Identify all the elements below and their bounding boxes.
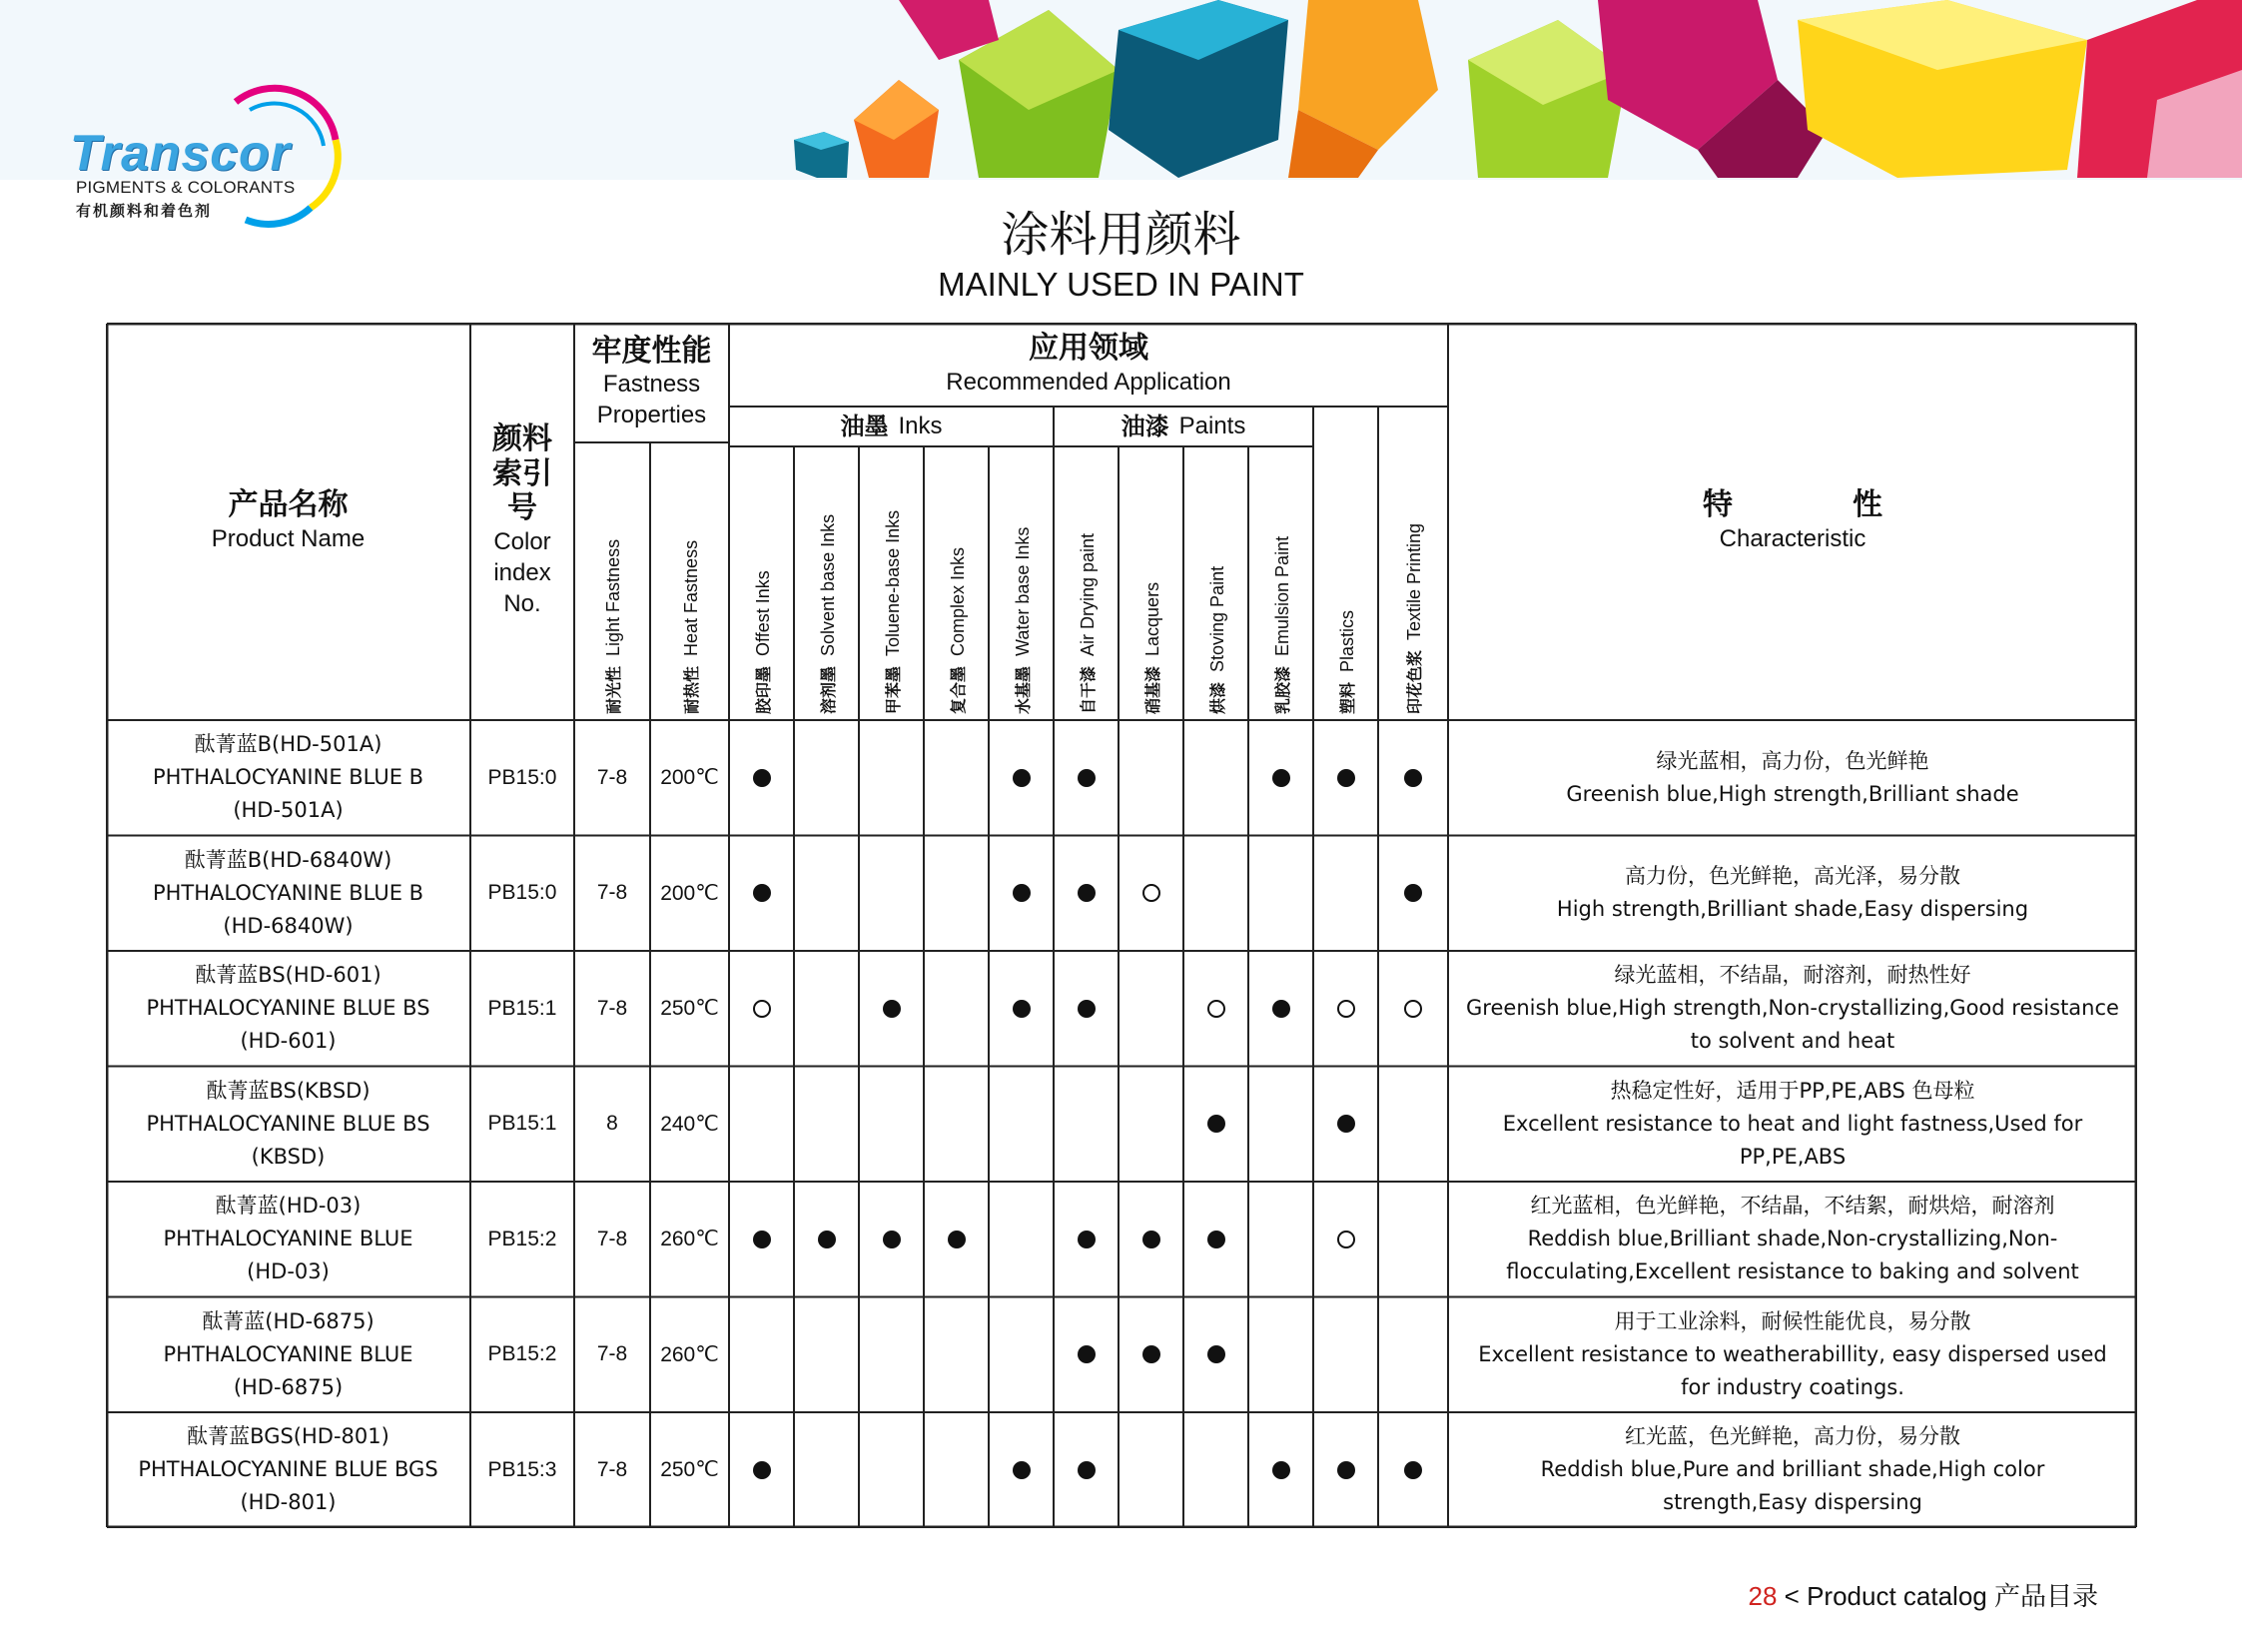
color-index-value: PB15:1 [487, 996, 557, 1020]
heat-fastness-value: 260℃ [660, 1342, 719, 1366]
heat-fastness-cell [650, 951, 729, 1067]
product-code: (HD-6840W) [223, 913, 354, 938]
suitable-dot-icon [1078, 1231, 1096, 1248]
characteristic-en: PP,PE,ABS [1739, 1144, 1847, 1169]
header-characteristic-cn: 特 性 [1703, 487, 1882, 523]
column-header-water-cn: 水基墨 [1013, 665, 1033, 714]
product-code: (HD-601) [240, 1029, 337, 1054]
heat-fastness-value: 240℃ [660, 1112, 719, 1136]
column-header-toluene [881, 510, 904, 714]
page-title-en: MAINLY USED IN PAINT [938, 266, 1304, 303]
light-fastness-cell [574, 720, 650, 836]
suitable-dot-icon [948, 1231, 966, 1248]
suitable-dot-icon [1078, 1345, 1096, 1363]
suitable-dot-icon [1207, 1345, 1225, 1363]
product-code: (HD-6875) [233, 1374, 344, 1399]
partly-suitable-circle-icon [1404, 1000, 1422, 1018]
product-code: (KBSD) [251, 1144, 326, 1169]
product-name-cn: 酞菁蓝(HD-6875) [202, 1308, 374, 1333]
characteristic-en: flocculating,Excellent resistance to baking and solvent [1506, 1259, 2079, 1284]
light-fastness-value: 7-8 [596, 1342, 628, 1366]
product-name-en: PHTHALOCYANINE BLUE [163, 1341, 413, 1366]
product-name-cn: 酞菁蓝B(HD-6840W) [184, 847, 392, 872]
header-product-name-cn: 产品名称 [228, 487, 349, 523]
header-color-index-en-1: Color [493, 527, 551, 555]
characteristic-cell [1448, 1297, 2137, 1413]
suitable-dot-icon [1078, 1461, 1096, 1479]
light-fastness-value: 8 [606, 1112, 618, 1136]
characteristic-en: High strength,Brilliant shade,Easy dispersing [1556, 897, 2029, 922]
column-header-light-cn: 耐光性 [604, 665, 623, 714]
product-name-cn: 酞菁蓝(HD-03) [215, 1194, 362, 1219]
suitable-dot-icon [1078, 1000, 1096, 1018]
column-header-heat-cn: 耐热性 [681, 665, 701, 714]
header-fastness-cn: 牢度性能 [591, 333, 712, 369]
characteristic-en: Greenish blue,High strength,Brilliant shade [1566, 781, 2019, 806]
light-fastness-cell [574, 1067, 650, 1183]
characteristic-cn: 高力份，色光鲜艳，高光泽，易分散 [1625, 864, 1960, 889]
header-paints [1054, 407, 1313, 446]
page-title-cn: 涂料用颜料 [1001, 207, 1241, 263]
characteristic-en: Excellent resistance to weatherabillity, easy dispersed used [1478, 1341, 2107, 1366]
characteristic-cn: 绿光蓝相，高力份，色光鲜艳 [1656, 748, 1929, 773]
suitable-dot-icon [1272, 769, 1290, 787]
column-header-complex-cn: 复合墨 [948, 665, 968, 714]
column-header-heat-en: Heat Fastness [680, 539, 701, 656]
characteristic-cell [1448, 836, 2137, 952]
color-index-cell [470, 1412, 574, 1528]
column-header-emulsion-en: Emulsion Paint [1271, 535, 1292, 656]
product-code: (HD-03) [247, 1259, 330, 1284]
header-product-name-en: Product Name [211, 524, 366, 552]
column-header-lacquer-en: Lacquers [1141, 581, 1162, 656]
suitable-dot-icon [1142, 1231, 1160, 1248]
column-header-airdry [1076, 533, 1099, 714]
color-index-cell [470, 1067, 574, 1183]
heat-fastness-value: 260℃ [660, 1228, 719, 1251]
header-color-index-en-3: No. [503, 590, 541, 618]
header-paints-en: Paints [1178, 413, 1246, 440]
column-header-stoving-en: Stoving Paint [1206, 565, 1227, 672]
heat-fastness-value: 250℃ [660, 997, 719, 1021]
product-name-cell [106, 1297, 470, 1413]
column-header-light [601, 539, 624, 714]
column-header-offset [751, 570, 774, 714]
suitable-dot-icon [1207, 1231, 1225, 1248]
characteristic-en: strength,Easy dispersing [1663, 1490, 1922, 1515]
heat-fastness-cell [650, 1182, 729, 1297]
header-product-name [106, 323, 470, 720]
color-index-value: PB15:0 [487, 881, 557, 905]
product-code: (HD-801) [240, 1490, 337, 1515]
characteristic-cell [1448, 1182, 2137, 1297]
heat-fastness-value: 200℃ [660, 766, 719, 790]
product-table [106, 323, 2137, 1528]
product-name-cell [106, 1182, 470, 1297]
column-header-toluene-en: Toluene-base Inks [882, 509, 903, 656]
header-color-index-cn-2: 索引 [492, 455, 552, 491]
product-name-en: PHTHALOCYANINE BLUE BGS [138, 1457, 438, 1482]
characteristic-cn: 红光蓝，色光鲜艳，高力份，易分散 [1625, 1424, 1960, 1449]
column-header-complex [946, 547, 969, 714]
footer-text-cn: 产品目录 [1993, 1582, 2098, 1612]
suitable-dot-icon [753, 884, 771, 902]
header-application [729, 323, 1448, 407]
suitable-dot-icon [883, 1000, 901, 1018]
product-name-en: PHTHALOCYANINE BLUE BS [146, 1111, 430, 1136]
page-number: 28 [1748, 1581, 1778, 1611]
characteristic-cell [1448, 720, 2137, 836]
column-header-offset-en: Offest Inks [752, 570, 773, 656]
color-index-value: PB15:1 [487, 1112, 557, 1136]
color-index-cell [470, 720, 574, 836]
header-fastness-en-2: Properties [596, 402, 707, 429]
suitable-dot-icon [753, 1231, 771, 1248]
heat-fastness-value: 250℃ [660, 1458, 719, 1482]
header-application-cn: 应用领域 [1029, 331, 1148, 367]
column-header-solvent-cn: 溶剂墨 [818, 665, 838, 714]
characteristic-cn: 红光蓝相，色光鲜艳，不结晶，不结絮，耐烘焙，耐溶剂 [1530, 1194, 2055, 1219]
heat-fastness-cell [650, 1067, 729, 1183]
color-index-cell [470, 836, 574, 952]
product-name-cn: 酞菁蓝BS(HD-601) [195, 963, 381, 988]
column-header-lacquer [1140, 582, 1163, 714]
column-header-solvent-en: Solvent base Inks [817, 513, 838, 656]
column-header-airdry-en: Air Drying paint [1077, 532, 1098, 656]
light-fastness-value: 7-8 [596, 996, 628, 1020]
product-name-cell [106, 720, 470, 836]
brand-name: Transcor [70, 125, 292, 181]
column-header-plastics [1335, 610, 1358, 714]
suitable-dot-icon [753, 769, 771, 787]
product-name-cn: 酞菁蓝BS(KBSD) [206, 1078, 371, 1103]
characteristic-cell [1448, 1067, 2137, 1183]
product-name-cell [106, 1067, 470, 1183]
partly-suitable-circle-icon [1207, 1000, 1225, 1018]
header-color-index-cn-3: 号 [507, 490, 537, 526]
header-color-index-cn-1: 颜料 [492, 421, 552, 457]
column-header-complex-en: Complex Inks [947, 546, 968, 656]
column-header-textile-cn: 印花色浆 [1405, 649, 1424, 714]
footer-text: < Product catalog [1777, 1581, 1994, 1611]
header-fastness-en-1: Fastness [602, 371, 701, 399]
characteristic-cn: 热稳定性好，适用于PP,PE,ABS 色母粒 [1610, 1078, 1975, 1103]
header-inks [729, 407, 1054, 446]
column-header-light-en: Light Fastness [603, 538, 623, 656]
header-application-en: Recommended Application [946, 368, 1231, 396]
characteristic-en: Greenish blue,High strength,Non-crystallizing,Good resistance [1466, 996, 2119, 1021]
color-index-cell [470, 1297, 574, 1413]
color-index-value: PB15:0 [487, 765, 557, 789]
column-header-solvent [816, 514, 839, 714]
heat-fastness-cell [650, 720, 729, 836]
suitable-dot-icon [1078, 769, 1096, 787]
partly-suitable-circle-icon [753, 1000, 771, 1018]
suitable-dot-icon [1013, 769, 1031, 787]
header-inks-cn: 油墨 [840, 412, 889, 441]
suitable-dot-icon [1207, 1115, 1225, 1133]
header-color-index-en-2: index [493, 559, 551, 587]
light-fastness-cell [574, 836, 650, 952]
header-characteristic-en: Characteristic [1719, 524, 1867, 552]
partly-suitable-circle-icon [1337, 1231, 1355, 1248]
characteristic-cell [1448, 951, 2137, 1067]
column-header-toluene-cn: 甲苯墨 [883, 665, 903, 714]
product-code: (HD-501A) [233, 798, 344, 823]
characteristic-en: Reddish blue,Brilliant shade,Non-crystallizing,Non- [1527, 1227, 2058, 1251]
product-name-cell [106, 836, 470, 952]
suitable-dot-icon [1272, 1000, 1290, 1018]
color-index-cell [470, 951, 574, 1067]
characteristic-cn: 绿光蓝相，不结晶，耐溶剂，耐热性好 [1614, 963, 1971, 988]
characteristic-en: Reddish blue,Pure and brilliant shade,High color [1540, 1457, 2045, 1482]
column-header-plastics-en: Plastics [1336, 609, 1357, 672]
suitable-dot-icon [1142, 1345, 1160, 1363]
column-header-airdry-cn: 自干漆 [1078, 665, 1098, 714]
suitable-dot-icon [1272, 1461, 1290, 1479]
suitable-dot-icon [753, 1461, 771, 1479]
color-index-value: PB15:2 [487, 1227, 557, 1250]
column-header-stoving-cn: 烘漆 [1207, 681, 1227, 714]
suitable-dot-icon [883, 1231, 901, 1248]
light-fastness-value: 7-8 [596, 1457, 628, 1481]
product-name-cn: 酞菁蓝B(HD-501A) [194, 732, 382, 757]
product-name-cell [106, 951, 470, 1067]
product-name-en: PHTHALOCYANINE BLUE BS [146, 996, 430, 1021]
product-name-en: PHTHALOCYANINE BLUE [163, 1227, 413, 1251]
light-fastness-cell [574, 1412, 650, 1528]
light-fastness-value: 7-8 [596, 881, 628, 905]
suitable-dot-icon [1013, 884, 1031, 902]
product-name-en: PHTHALOCYANINE BLUE B [152, 880, 424, 905]
column-header-stoving [1205, 566, 1228, 714]
characteristic-en: to solvent and heat [1690, 1029, 1895, 1054]
light-fastness-cell [574, 1297, 650, 1413]
header-paints-cn: 油漆 [1121, 412, 1169, 441]
column-header-heat [679, 540, 702, 714]
product-name-en: PHTHALOCYANINE BLUE B [152, 765, 424, 790]
color-index-cell [470, 1182, 574, 1297]
product-name-cn: 酞菁蓝BGS(HD-801) [187, 1424, 389, 1449]
light-fastness-cell [574, 1182, 650, 1297]
suitable-dot-icon [1404, 769, 1422, 787]
light-fastness-cell [574, 951, 650, 1067]
heat-fastness-cell [650, 1412, 729, 1528]
heat-fastness-cell [650, 836, 729, 952]
heat-fastness-value: 200℃ [660, 881, 719, 905]
column-header-textile [1402, 523, 1425, 714]
suitable-dot-icon [1013, 1000, 1031, 1018]
column-header-water-en: Water base Inks [1012, 526, 1033, 656]
partly-suitable-circle-icon [1337, 1000, 1355, 1018]
column-header-lacquer-cn: 硝基漆 [1142, 665, 1162, 714]
column-header-emulsion-cn: 乳胶漆 [1272, 665, 1292, 714]
page-footer [1749, 1576, 2098, 1613]
suitable-dot-icon [1337, 1115, 1355, 1133]
light-fastness-value: 7-8 [596, 1227, 628, 1250]
suitable-dot-icon [818, 1231, 836, 1248]
characteristic-en: Excellent resistance to heat and light fastness,Used for [1502, 1111, 2083, 1136]
suitable-dot-icon [1013, 1461, 1031, 1479]
product-name-cell [106, 1412, 470, 1528]
header-color-index [470, 323, 574, 720]
column-header-textile-en: Textile Printing [1404, 522, 1424, 640]
suitable-dot-icon [1337, 1461, 1355, 1479]
partly-suitable-circle-icon [1142, 884, 1160, 902]
column-header-water [1011, 527, 1034, 714]
characteristic-cell [1448, 1412, 2137, 1528]
suitable-dot-icon [1337, 769, 1355, 787]
header-characteristic [1448, 323, 2137, 720]
brand-tagline-cn: 有机颜料和着色剂 [76, 203, 213, 220]
light-fastness-value: 7-8 [596, 765, 628, 789]
suitable-dot-icon [1404, 1461, 1422, 1479]
column-header-plastics-cn: 塑料 [1337, 681, 1357, 714]
characteristic-en: for industry coatings. [1681, 1374, 1904, 1399]
color-index-value: PB15:2 [487, 1342, 557, 1366]
column-header-offset-cn: 胶印墨 [753, 665, 773, 714]
characteristic-cn: 用于工业涂料，耐候性能优良，易分散 [1614, 1308, 1971, 1333]
header-fastness [574, 323, 729, 442]
header-inks-en: Inks [898, 413, 943, 440]
column-header-emulsion [1270, 536, 1293, 714]
color-index-value: PB15:3 [487, 1457, 557, 1481]
brand-tagline: PIGMENTS & COLORANTS [76, 178, 296, 197]
suitable-dot-icon [1078, 884, 1096, 902]
heat-fastness-cell [650, 1297, 729, 1413]
